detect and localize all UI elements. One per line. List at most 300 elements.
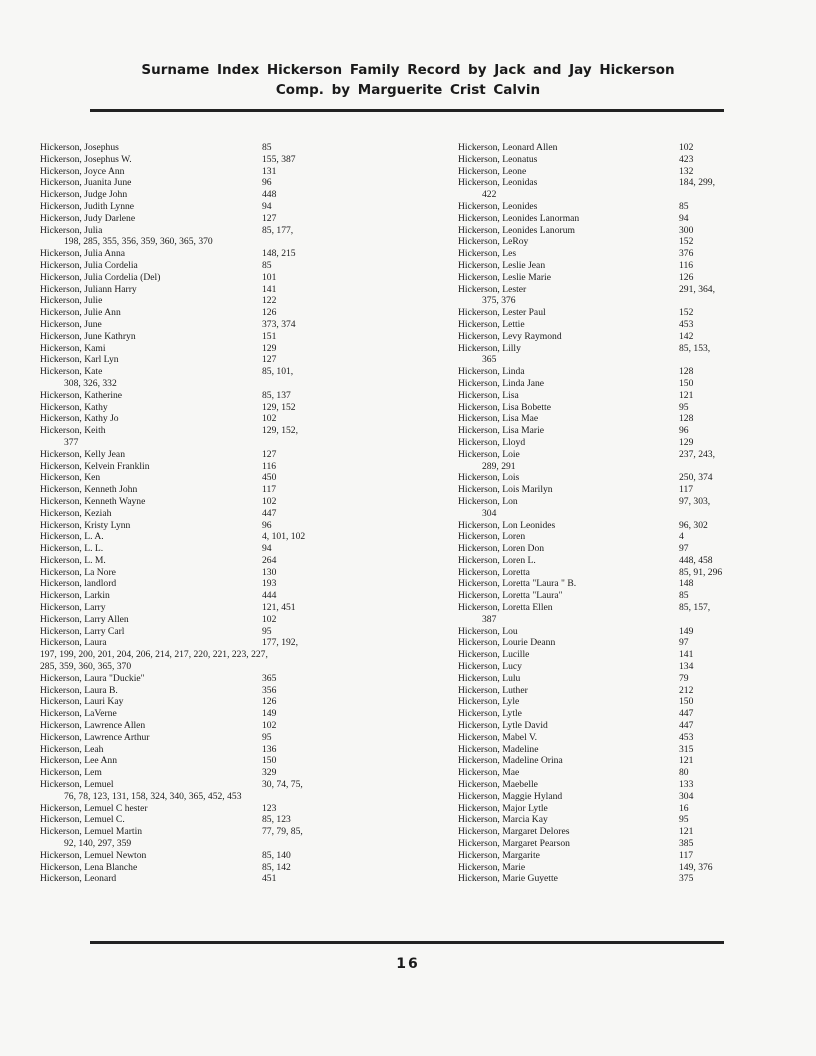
entry-name: Hickerson, L. M. [40, 554, 106, 566]
index-entry [458, 685, 758, 697]
entry-pages: 77, 79, 85, [262, 826, 303, 838]
index-entry [458, 626, 758, 638]
entry-pages: 149 [679, 625, 694, 637]
index-entry [458, 484, 758, 496]
entry-name: Hickerson, Lulu [458, 672, 521, 684]
entry-pages: 121 [679, 389, 694, 401]
entry-pages: 126 [262, 696, 277, 708]
entry-pages: 79 [679, 672, 689, 684]
entry-name: Hickerson, Leonidas [458, 177, 538, 189]
entry-pages: 102 [262, 720, 277, 732]
entry-pages: 315 [679, 743, 694, 755]
entry-name: Hickerson, Linda Jane [458, 377, 545, 389]
index-entry [40, 248, 380, 260]
entry-pages: 117 [262, 484, 277, 496]
entry-pages: 304 [679, 790, 694, 802]
entry-pages: 373, 374 [262, 318, 296, 330]
entry-name: Hickerson, Lawrence Arthur [40, 731, 150, 743]
index-entry [458, 201, 758, 213]
entry-pages: 128 [679, 366, 694, 378]
entry-pages-continued: 365 [482, 354, 497, 366]
entry-pages: 121, 451 [262, 602, 296, 614]
entry-name: Hickerson, Julie [40, 295, 103, 307]
entry-name: Hickerson, Julie Ann [40, 307, 121, 319]
entry-pages: 131 [262, 165, 277, 177]
entry-name: Hickerson, Juliann Harry [40, 283, 137, 295]
index-entry [458, 472, 758, 484]
entry-pages: 96, 302 [679, 519, 708, 531]
index-entry [40, 319, 380, 331]
index-entry [40, 708, 380, 720]
entry-name: Hickerson, Leonides [458, 200, 538, 212]
entry-name: Hickerson, Larry Allen [40, 613, 129, 625]
entry-pages-continued: 76, 78, 123, 131, 158, 324, 340, 365, 452, 453 [64, 790, 242, 802]
index-entry [458, 449, 758, 473]
index-entry [40, 602, 380, 614]
entry-pages: 95 [262, 625, 272, 637]
entry-name: Hickerson, Lois [458, 472, 520, 484]
entry-pages: 97 [679, 637, 689, 649]
entry-pages: 148 [679, 578, 694, 590]
entry-name: Hickerson, LaVerne [40, 708, 117, 720]
index-entry [458, 590, 758, 602]
entry-name: Hickerson, Larry Carl [40, 625, 125, 637]
entry-pages: 444 [262, 590, 277, 602]
index-entry [458, 225, 758, 237]
entry-pages: 356 [262, 684, 277, 696]
index-entry [458, 319, 758, 331]
entry-name: Hickerson, Lettie [458, 318, 525, 330]
entry-pages: 80 [679, 767, 689, 779]
entry-pages: 96 [262, 519, 272, 531]
entry-name: Hickerson, Margaret Pearson [458, 838, 570, 850]
index-entry [40, 225, 380, 249]
entry-pages: 97 [679, 543, 689, 555]
index-entry [40, 307, 380, 319]
entry-name: Hickerson, Lemuel Newton [40, 849, 147, 861]
entry-name: Hickerson, Leslie Marie [458, 271, 551, 283]
entry-name: Hickerson, Kate [40, 366, 103, 378]
entry-pages: 117 [679, 484, 694, 496]
entry-name: Hickerson, Lon Leonides [458, 519, 556, 531]
index-entry [458, 272, 758, 284]
entry-pages: 132 [679, 165, 694, 177]
entry-pages: 129, 152 [262, 401, 296, 413]
entry-pages: 96 [262, 177, 272, 189]
index-entry [40, 873, 380, 885]
index-entry [40, 496, 380, 508]
entry-name: Hickerson, Katherine [40, 389, 123, 401]
entry-name: Hickerson, Julia Cordelia [40, 259, 138, 271]
entry-name: Hickerson, Lytle [458, 708, 522, 720]
entry-name: Hickerson, Lemuel C. [40, 814, 125, 826]
index-entry [458, 732, 758, 744]
entry-name: Hickerson, Ken [40, 472, 101, 484]
index-entry [458, 177, 758, 201]
page-number: 16 [396, 956, 420, 972]
index-entry [458, 755, 758, 767]
entry-pages: 212 [679, 684, 694, 696]
entry-pages: 141 [262, 283, 277, 295]
entry-pages: 85, 91, 296 [679, 566, 723, 578]
entry-pages: 129 [262, 342, 277, 354]
entry-pages: 376 [679, 248, 694, 260]
entry-name: Hickerson, Les [458, 248, 517, 260]
entry-name: Hickerson, Josephus W. [40, 153, 132, 165]
entry-pages: 291, 364, [679, 283, 715, 295]
index-entry [40, 154, 380, 166]
entry-name: Hickerson, Lisa Marie [458, 425, 545, 437]
index-entry [40, 343, 380, 355]
entry-pages-continued: 197, 199, 200, 201, 204, 206, 214, 217, 220, 221, 223, 227, [40, 649, 268, 661]
index-entry [458, 437, 758, 449]
index-entry [40, 272, 380, 284]
entry-pages: 129, 152, [262, 425, 298, 437]
index-entry [40, 744, 380, 756]
entry-name: Hickerson, Leah [40, 743, 104, 755]
entry-name: Hickerson, Levy Raymond [458, 330, 562, 342]
entry-pages: 149 [262, 708, 277, 720]
entry-name: Hickerson, Julia Cordelia (Del) [40, 271, 161, 283]
entry-name: Hickerson, Loren L. [458, 554, 536, 566]
entry-name: Hickerson, L. L. [40, 543, 104, 555]
index-entry [458, 803, 758, 815]
bottom-rule [90, 941, 724, 944]
index-entry [458, 862, 758, 874]
entry-name: Hickerson, Loretta Ellen [458, 602, 553, 614]
entry-pages: 30, 74, 75, [262, 779, 303, 791]
entry-pages: 102 [262, 495, 277, 507]
entry-pages: 423 [679, 153, 694, 165]
entry-pages: 96 [679, 425, 689, 437]
entry-pages: 133 [679, 779, 694, 791]
index-entry [40, 614, 380, 626]
entry-pages: 102 [262, 613, 277, 625]
index-entry [40, 520, 380, 532]
index-entry [40, 578, 380, 590]
index-entry [40, 531, 380, 543]
index-entry [40, 637, 380, 672]
entry-name: Hickerson, Mae [458, 767, 520, 779]
entry-name: Hickerson, Kathy Jo [40, 413, 119, 425]
entry-name: Hickerson, L. A. [40, 531, 104, 543]
entry-pages: 4 [679, 531, 684, 543]
entry-name: Hickerson, Kelly Jean [40, 448, 125, 460]
entry-pages: 450 [262, 472, 277, 484]
entry-name: Hickerson, Lytle David [458, 720, 548, 732]
index-entry [40, 331, 380, 343]
index-entry [458, 343, 758, 367]
entry-name: Hickerson, Judy Darlene [40, 212, 136, 224]
index-entry [40, 354, 380, 366]
entry-name: Hickerson, Lon [458, 495, 518, 507]
index-entry [40, 720, 380, 732]
entry-pages: 129 [679, 436, 694, 448]
entry-name: Hickerson, Josephus [40, 142, 119, 153]
entry-pages: 97, 303, [679, 495, 711, 507]
entry-pages: 126 [679, 271, 694, 283]
entry-pages: 95 [262, 731, 272, 743]
index-entry [40, 413, 380, 425]
entry-pages: 447 [262, 507, 277, 519]
entry-name: Hickerson, Kelvein Franklin [40, 460, 150, 472]
index-entry [458, 307, 758, 319]
entry-name: Hickerson, Julia Anna [40, 248, 125, 260]
index-entry [458, 850, 758, 862]
entry-name: Hickerson, Margarite [458, 849, 540, 861]
index-entry [40, 484, 380, 496]
entry-pages: 184, 299, [679, 177, 715, 189]
entry-name: Hickerson, Karl Lyn [40, 354, 119, 366]
entry-pages: 141 [679, 649, 694, 661]
index-entry [40, 685, 380, 697]
entry-pages: 447 [679, 720, 694, 732]
entry-name: Hickerson, Major Lytle [458, 802, 548, 814]
entry-pages: 85, 101, [262, 366, 294, 378]
entry-pages: 85, 142 [262, 861, 291, 873]
index-entry [458, 213, 758, 225]
entry-pages: 121 [679, 755, 694, 767]
entry-pages-continued: 375, 376 [482, 295, 516, 307]
index-entry [40, 213, 380, 225]
index-entry [458, 331, 758, 343]
entry-pages: 448 [262, 189, 277, 201]
entry-name: Hickerson, Leonard Allen [458, 142, 558, 153]
entry-name: Hickerson, Lemuel Martin [40, 826, 143, 838]
entry-name: Hickerson, Julia [40, 224, 103, 236]
top-rule [90, 109, 724, 112]
index-entry [458, 767, 758, 779]
entry-pages: 300 [679, 224, 694, 236]
index-entry [40, 767, 380, 779]
entry-name: Hickerson, Lisa Bobette [458, 401, 551, 413]
index-entry [40, 284, 380, 296]
entry-name: Hickerson, Leonides Lanorum [458, 224, 575, 236]
index-entry [458, 390, 758, 402]
entry-name: Hickerson, Loretta [458, 566, 530, 578]
entry-pages: 365 [262, 672, 277, 684]
index-column-right [458, 142, 758, 885]
entry-name: Hickerson, Lou [458, 625, 518, 637]
entry-name: Hickerson, Kami [40, 342, 106, 354]
entry-name: Hickerson, Marie Guyette [458, 873, 558, 885]
entry-name: Hickerson, Margaret Delores [458, 826, 570, 838]
index-entry [40, 260, 380, 272]
entry-name: Hickerson, Lilly [458, 342, 521, 354]
index-entry [40, 673, 380, 685]
entry-name: Hickerson, Madeline Orina [458, 755, 563, 767]
index-entry [40, 543, 380, 555]
index-entry [40, 850, 380, 862]
entry-pages-continued: 92, 140, 297, 359 [64, 838, 132, 850]
entry-pages: 85, 123 [262, 814, 291, 826]
entry-name: Hickerson, Mabel V. [458, 731, 538, 743]
index-entry [40, 626, 380, 638]
entry-pages: 16 [679, 802, 689, 814]
index-entry [40, 696, 380, 708]
entry-name: Hickerson, Loren Don [458, 543, 545, 555]
entry-name: Hickerson, Lawrence Allen [40, 720, 146, 732]
entry-pages: 264 [262, 554, 277, 566]
entry-name: Hickerson, Loren [458, 531, 526, 543]
entry-name: Hickerson, Lena Blanche [40, 861, 138, 873]
index-entry [40, 461, 380, 473]
entry-pages: 250, 374 [679, 472, 713, 484]
entry-name: Hickerson, Lloyd [458, 436, 526, 448]
index-entry [458, 260, 758, 272]
entry-name: Hickerson, Lyle [458, 696, 520, 708]
entry-name: Hickerson, Loie [458, 448, 520, 460]
entry-name: Hickerson, Lourie Deann [458, 637, 556, 649]
entry-pages: 4, 101, 102 [262, 531, 306, 543]
entry-pages: 148, 215 [262, 248, 296, 260]
index-entry [458, 425, 758, 437]
index-entry [40, 590, 380, 602]
index-entry [40, 449, 380, 461]
entry-name: Hickerson, Marcia Kay [458, 814, 548, 826]
entry-name: Hickerson, Lucille [458, 649, 530, 661]
index-entry [458, 236, 758, 248]
index-entry [458, 826, 758, 838]
index-entry [40, 508, 380, 520]
index-entry [458, 555, 758, 567]
index-entry [458, 873, 758, 885]
entry-pages-continued: 308, 326, 332 [64, 377, 117, 389]
entry-name: Hickerson, LeRoy [458, 236, 529, 248]
entry-pages: 134 [679, 661, 694, 673]
index-entry [40, 567, 380, 579]
entry-pages: 85, 177, [262, 224, 294, 236]
entry-pages: 150 [679, 696, 694, 708]
entry-pages: 85, 157, [679, 602, 711, 614]
entry-name: Hickerson, Judith Lynne [40, 200, 135, 212]
entry-name: Hickerson, Laura B. [40, 684, 118, 696]
index-entry [458, 543, 758, 555]
index-entry [40, 732, 380, 744]
entry-pages: 237, 243, [679, 448, 715, 460]
entry-name: Hickerson, Marie [458, 861, 526, 873]
index-entry [458, 531, 758, 543]
entry-pages: 152 [679, 307, 694, 319]
entry-name: Hickerson, Lemuel C hester [40, 802, 148, 814]
header-title: Surname Index Hickerson Family Record by Jack and Jay Hickerson [141, 62, 675, 78]
index-entry [458, 154, 758, 166]
entry-pages: 385 [679, 838, 694, 850]
entry-name: Hickerson, June [40, 318, 102, 330]
index-entry [458, 779, 758, 791]
index-entry [458, 838, 758, 850]
entry-name: Hickerson, La Nore [40, 566, 116, 578]
entry-pages: 85 [679, 590, 689, 602]
index-entry [458, 791, 758, 803]
index-entry [458, 744, 758, 756]
entry-name: Hickerson, Keith [40, 425, 106, 437]
index-entry [458, 696, 758, 708]
entry-pages: 123 [262, 802, 277, 814]
entry-name: Hickerson, Kathy [40, 401, 108, 413]
entry-name: Hickerson, Larry [40, 602, 106, 614]
entry-name: Hickerson, Linda [458, 366, 525, 378]
index-entry [40, 166, 380, 178]
entry-name: Hickerson, Loretta "Laura " B. [458, 578, 577, 590]
entry-pages: 122 [262, 295, 277, 307]
index-entry [458, 413, 758, 425]
entry-name: Hickerson, Lemuel [40, 779, 114, 791]
entry-name: Hickerson, Laura [40, 637, 107, 649]
index-entry [458, 814, 758, 826]
entry-pages: 85 [262, 259, 272, 271]
entry-name: Hickerson, Luther [458, 684, 528, 696]
index-column-left [40, 142, 380, 885]
entry-name: Hickerson, landlord [40, 578, 117, 590]
entry-name: Hickerson, Kristy Lynn [40, 519, 131, 531]
entry-pages: 151 [262, 330, 277, 342]
entry-name: Hickerson, Lee Ann [40, 755, 117, 767]
index-entry [40, 862, 380, 874]
index-entry [458, 248, 758, 260]
index-entry [40, 425, 380, 449]
entry-name: Hickerson, Kenneth John [40, 484, 138, 496]
entry-pages: 152 [679, 236, 694, 248]
index-entry [40, 755, 380, 767]
entry-pages: 142 [679, 330, 694, 342]
entry-pages: 329 [262, 767, 277, 779]
entry-name: Hickerson, Leone [458, 165, 527, 177]
index-entry [40, 803, 380, 815]
entry-name: Hickerson, Madeline [458, 743, 539, 755]
index-entry [458, 602, 758, 626]
index-entry [458, 567, 758, 579]
entry-pages-continued: 377 [64, 436, 79, 448]
index-entry [458, 578, 758, 590]
entry-pages: 94 [262, 543, 272, 555]
entry-name: Hickerson, Loretta "Laura" [458, 590, 563, 602]
entry-pages: 85 [262, 142, 272, 153]
index-entry [458, 496, 758, 520]
entry-name: Hickerson, Lisa [458, 389, 519, 401]
entry-pages-continued: 422 [482, 189, 497, 201]
entry-name: Hickerson, Leonatus [458, 153, 538, 165]
index-entry [40, 826, 380, 850]
index-entry [458, 166, 758, 178]
entry-pages: 116 [679, 259, 694, 271]
entry-pages: 150 [679, 377, 694, 389]
entry-pages: 193 [262, 578, 277, 590]
entry-name: Hickerson, Lauri Kay [40, 696, 124, 708]
index-entry [458, 284, 758, 308]
entry-name: Hickerson, Leslie Jean [458, 259, 546, 271]
entry-pages: 448, 458 [679, 554, 713, 566]
entry-name: Hickerson, Lois Marilyn [458, 484, 553, 496]
entry-pages: 95 [679, 814, 689, 826]
entry-pages: 127 [262, 212, 277, 224]
entry-name: Hickerson, Juanita June [40, 177, 132, 189]
entry-pages: 117 [679, 849, 694, 861]
index-entry [458, 673, 758, 685]
entry-pages: 128 [679, 413, 694, 425]
entry-pages: 94 [262, 200, 272, 212]
entry-pages: 85, 137 [262, 389, 291, 401]
entry-pages: 101 [262, 271, 277, 283]
entry-pages: 447 [679, 708, 694, 720]
entry-name: Hickerson, Kenneth Wayne [40, 495, 146, 507]
entry-pages: 451 [262, 873, 277, 885]
index-entry [40, 295, 380, 307]
entry-name: Hickerson, Lester [458, 283, 527, 295]
index-entry [40, 472, 380, 484]
entry-pages: 453 [679, 731, 694, 743]
entry-pages: 121 [679, 826, 694, 838]
